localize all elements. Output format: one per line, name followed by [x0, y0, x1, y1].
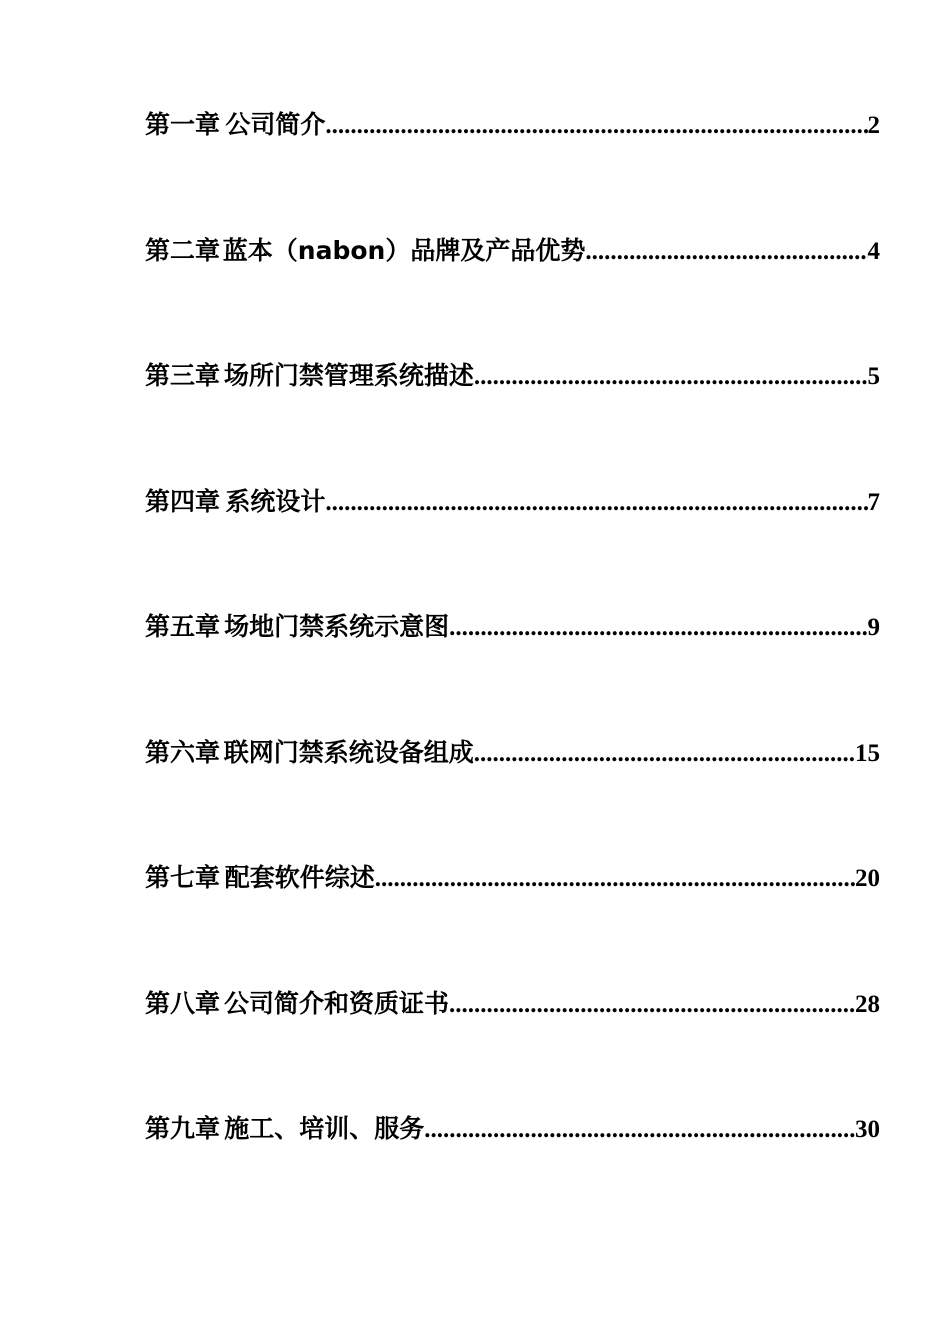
- toc-chapter-title: 公司简介: [225, 110, 326, 139]
- toc-page-number: 7: [867, 488, 880, 516]
- toc-page-number: 5: [867, 363, 880, 390]
- toc-chapter-title: 蓝本（nabon）品牌及产品优势: [222, 235, 586, 265]
- toc-chapter-title: 公司简介和资质证书: [224, 988, 450, 1018]
- toc-chapter-number: 第五章: [145, 612, 221, 641]
- toc-dot-leader: [474, 732, 855, 776]
- toc-chapter-number: 第九章: [145, 1114, 221, 1143]
- toc-chapter-number: 第四章: [145, 486, 221, 516]
- toc-chapter-title: 场所门禁管理系统描述: [223, 361, 474, 390]
- toc-entry[interactable]: [145, 731, 880, 775]
- toc-page-number: 20: [855, 865, 880, 892]
- toc-chapter-title: 联网门禁系统设备组成: [223, 737, 474, 767]
- toc-chapter-number: 第七章: [145, 863, 221, 892]
- toc-dot-leader: [424, 1108, 855, 1152]
- toc-dot-leader: [325, 481, 867, 525]
- toc-entry[interactable]: [145, 103, 880, 147]
- toc-dot-leader: [325, 104, 867, 148]
- toc-chapter-number: 第一章: [145, 110, 221, 139]
- toc-chapter-number: 第二章: [145, 235, 221, 265]
- toc-entry[interactable]: [145, 1107, 880, 1151]
- toc-entry[interactable]: [145, 354, 880, 398]
- toc-chapter-title: 配套软件综述: [224, 863, 375, 892]
- toc-entry[interactable]: [145, 982, 880, 1026]
- toc-page-number: 15: [855, 739, 880, 767]
- toc-entry[interactable]: [145, 480, 880, 524]
- toc-chapter-title: 施工、培训、服务: [224, 1114, 425, 1143]
- toc-dot-leader: [449, 983, 855, 1027]
- toc-dot-leader: [585, 230, 867, 274]
- toc-chapter-number: 第六章: [145, 737, 221, 767]
- toc-page-number: 9: [867, 614, 880, 641]
- toc-dot-leader: [474, 355, 868, 399]
- toc-page-number: 2: [867, 112, 880, 139]
- toc-dot-leader: [375, 857, 855, 901]
- toc-page-number: 30: [855, 1116, 880, 1143]
- toc-chapter-number: 第八章: [145, 988, 221, 1018]
- table-of-contents: [145, 103, 880, 1233]
- toc-chapter-title: 系统设计: [225, 486, 326, 516]
- toc-page-number: 4: [867, 237, 880, 265]
- toc-chapter-number: 第三章: [145, 361, 221, 390]
- toc-page-number: 28: [855, 990, 880, 1018]
- toc-entry[interactable]: [145, 856, 880, 900]
- toc-entry[interactable]: [145, 229, 880, 273]
- toc-chapter-title: 场地门禁系统示意图: [224, 612, 450, 641]
- toc-dot-leader: [449, 606, 867, 650]
- toc-entry[interactable]: [145, 605, 880, 649]
